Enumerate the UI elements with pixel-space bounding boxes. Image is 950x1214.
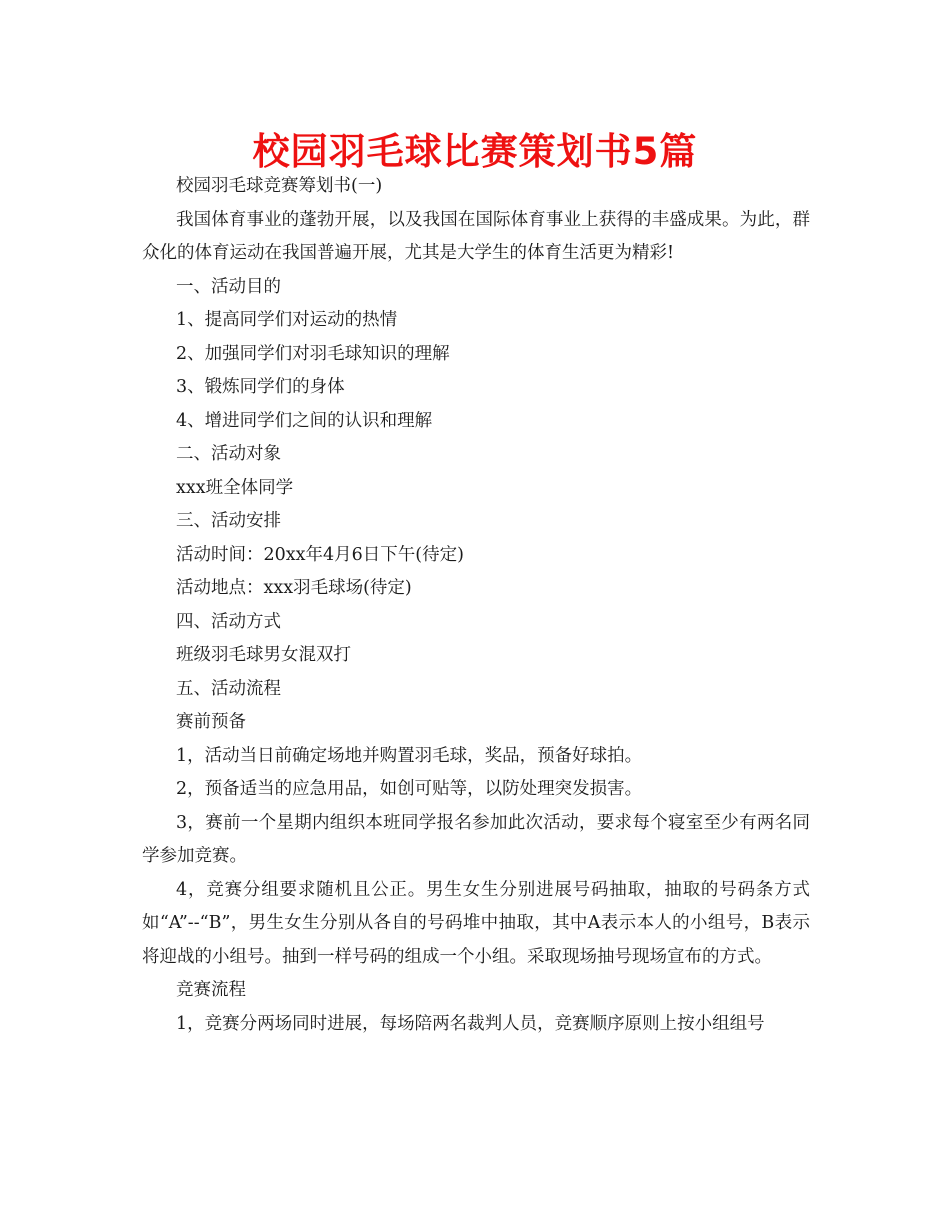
competition-item-1: 1，竞赛分两场同时进展，每场陪两名裁判人员，竞赛顺序原则上按小组组号 [176, 1013, 765, 1034]
purpose-item-3: 3、锻炼同学们的身体 [176, 377, 345, 397]
purpose-item-4: 4、增进同学们之间的认识和理解 [176, 410, 433, 431]
section-heading-audience: 二、活动对象 [176, 444, 281, 464]
intro-paragraph: 我国体育事业的蓬勃开展，以及我国在国际体育事业上获得的丰盛成果。为此，群众化的体育运动在我国普遍开展，尤其是大学生的体育生活更为精彩! [142, 209, 810, 263]
format-text: 班级羽毛球男女混双打 [176, 645, 351, 665]
purpose-item-2: 2、加强同学们对羽毛球知识的理解 [176, 343, 450, 364]
section-heading-format: 四、活动方式 [176, 611, 281, 632]
section-heading-process: 五、活动流程 [176, 678, 281, 699]
activity-time: 活动时间：20xx年4月6日下午(待定) [176, 544, 464, 565]
preparation-item-1: 1，活动当日前确定场地并购置羽毛球，奖品，预备好球拍。 [176, 745, 643, 766]
preparation-item-4: 4，竞赛分组要求随机且公正。男生女生分别进展号码抽取，抽取的号码条方式如“A”--“B”，男生女生分别从各自的号码堆中抽取，其中A表示本人的小组号，B表示将迎战的小组号。抽到一样号码的组成一个小组。采取现场抽号现场宣布的方式。 [142, 879, 810, 967]
section-heading-purpose: 一、活动目的 [176, 276, 281, 297]
purpose-item-1: 1、提高同学们对运动的热情 [176, 310, 398, 330]
preparation-item-3: 3，赛前一个星期内组织本班同学报名参加此次活动，要求每个寝室至少有两名同学参加竞赛。 [142, 812, 810, 866]
subheading-competition-flow: 竞赛流程 [176, 980, 246, 1000]
activity-location: 活动地点：xxx羽毛球场(待定) [176, 578, 412, 598]
document-title: 校园羽毛球比赛策划书5篇 [252, 130, 698, 173]
preparation-item-2: 2，预备适当的应急用品，如创可贴等，以防处理突发损害。 [176, 779, 643, 799]
subtitle: 校园羽毛球竞赛筹划书(一) [176, 176, 383, 196]
document-body [142, 170, 810, 1041]
subheading-preparation: 赛前预备 [176, 712, 246, 732]
audience-text: xxx班全体同学 [176, 477, 294, 498]
section-heading-arrangement: 三、活动安排 [176, 511, 281, 531]
